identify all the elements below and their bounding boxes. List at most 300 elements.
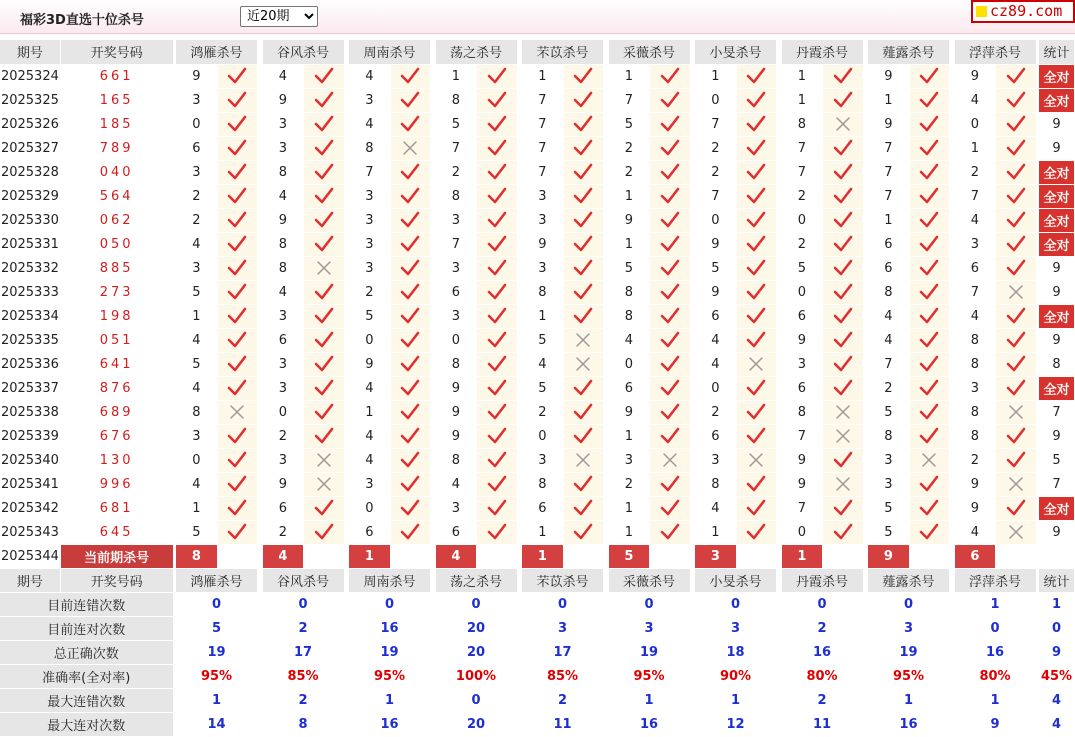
kill-number-cell: 7 xyxy=(522,136,563,160)
checkmark-icon xyxy=(304,160,344,184)
kill-number-cell: 7 xyxy=(955,280,996,304)
header-expert[interactable]: 鸿雁杀号 xyxy=(176,568,257,592)
kill-number-cell: 3 xyxy=(349,472,390,496)
kill-number-cell: 7 xyxy=(522,88,563,112)
checkmark-icon xyxy=(736,496,776,520)
stat-row xyxy=(0,664,1075,688)
kill-number-cell: 8 xyxy=(436,88,477,112)
kill-number-cell: 1 xyxy=(609,496,650,520)
header-expert[interactable]: 荡之杀号 xyxy=(436,40,517,64)
period-cell: 2025326 xyxy=(0,112,60,136)
checkmark-icon xyxy=(304,520,344,544)
checkmark-icon xyxy=(304,328,344,352)
checkmark-icon xyxy=(823,184,863,208)
checkmark-icon xyxy=(736,160,776,184)
kill-number-cell: 3 xyxy=(263,112,304,136)
checkmark-icon xyxy=(390,280,430,304)
kill-number-cell: 9 xyxy=(868,112,909,136)
kill-number-cell: 5 xyxy=(176,280,217,304)
stat-value: 5 xyxy=(176,616,257,640)
kill-number-cell: 1 xyxy=(609,184,650,208)
checkmark-icon xyxy=(823,64,863,88)
current-stat-cell xyxy=(1039,544,1074,568)
kill-number-cell: 3 xyxy=(955,232,996,256)
cross-icon xyxy=(650,448,690,472)
checkmark-icon xyxy=(304,496,344,520)
current-kill-number: 4 xyxy=(436,544,477,568)
checkmark-icon xyxy=(304,136,344,160)
checkmark-icon xyxy=(996,496,1036,520)
kill-number-cell: 2 xyxy=(695,160,736,184)
checkmark-icon xyxy=(650,328,690,352)
stat-value: 100% xyxy=(436,664,517,688)
stat-value: 80% xyxy=(782,664,863,688)
table-row xyxy=(0,448,1075,472)
stat-value: 14 xyxy=(176,712,257,736)
cross-icon xyxy=(736,448,776,472)
checkmark-icon xyxy=(736,112,776,136)
brand-logo[interactable] xyxy=(971,0,1075,23)
checkmark-icon xyxy=(477,88,517,112)
header-expert[interactable]: 丹霞杀号 xyxy=(782,568,863,592)
checkmark-icon xyxy=(217,112,257,136)
stat-value: 2 xyxy=(263,688,344,712)
cross-icon xyxy=(996,520,1036,544)
header-stat: 统计 xyxy=(1039,40,1074,64)
stat-count-cell: 9 xyxy=(1039,280,1074,304)
kill-number-cell: 3 xyxy=(436,496,477,520)
kill-number-cell: 4 xyxy=(349,112,390,136)
stat-value: 20 xyxy=(436,640,517,664)
kill-number-cell: 4 xyxy=(263,64,304,88)
kill-number-cell: 5 xyxy=(609,256,650,280)
kill-number-cell: 4 xyxy=(695,328,736,352)
stat-value: 19 xyxy=(176,640,257,664)
checkmark-icon xyxy=(736,328,776,352)
checkmark-icon xyxy=(909,424,949,448)
kill-number-cell: 6 xyxy=(263,496,304,520)
cross-icon xyxy=(736,352,776,376)
kill-number-cell: 8 xyxy=(868,280,909,304)
kill-number-cell: 9 xyxy=(868,64,909,88)
period-cell: 2025337 xyxy=(0,376,60,400)
draw-number-cell: 885 xyxy=(60,256,173,280)
checkmark-icon xyxy=(736,376,776,400)
checkmark-icon xyxy=(823,376,863,400)
checkmark-icon xyxy=(390,232,430,256)
current-kill-number: 3 xyxy=(695,544,736,568)
checkmark-icon xyxy=(390,64,430,88)
header-expert[interactable]: 丹霞杀号 xyxy=(782,40,863,64)
checkmark-icon xyxy=(217,208,257,232)
kill-number-cell: 8 xyxy=(176,400,217,424)
stat-value: 95% xyxy=(609,664,690,688)
kill-number-cell: 4 xyxy=(176,328,217,352)
current-period-row xyxy=(0,544,1075,568)
stat-row xyxy=(0,592,1075,616)
kill-number-cell: 3 xyxy=(436,304,477,328)
kill-number-cell: 2 xyxy=(349,280,390,304)
stat-value: 12 xyxy=(695,712,776,736)
header-expert[interactable]: 芣苡杀号 xyxy=(522,568,603,592)
kill-number-cell: 1 xyxy=(176,304,217,328)
header-expert[interactable]: 采薇杀号 xyxy=(609,40,690,64)
kill-number-cell: 9 xyxy=(609,208,650,232)
kill-number-cell: 0 xyxy=(782,208,823,232)
checkmark-icon xyxy=(823,88,863,112)
checkmark-icon xyxy=(650,352,690,376)
kill-number-cell: 2 xyxy=(695,136,736,160)
kill-number-cell: 7 xyxy=(436,232,477,256)
checkmark-icon xyxy=(477,280,517,304)
kill-number-cell: 1 xyxy=(955,136,996,160)
table-row xyxy=(0,256,1075,280)
kill-number-cell: 2 xyxy=(436,160,477,184)
cross-icon xyxy=(996,400,1036,424)
period-cell: 2025333 xyxy=(0,280,60,304)
kill-number-cell: 1 xyxy=(609,232,650,256)
checkmark-icon xyxy=(477,256,517,280)
kill-number-cell: 7 xyxy=(782,136,823,160)
period-cell: 2025336 xyxy=(0,352,60,376)
checkmark-icon xyxy=(217,352,257,376)
kill-number-cell: 6 xyxy=(522,496,563,520)
draw-number-cell: 876 xyxy=(60,376,173,400)
header-expert[interactable]: 周南杀号 xyxy=(349,40,430,64)
stat-label: 目前连错次数 xyxy=(0,592,173,616)
checkmark-icon xyxy=(736,424,776,448)
period-cell: 2025341 xyxy=(0,472,60,496)
kill-number-cell: 4 xyxy=(955,88,996,112)
checkmark-icon xyxy=(217,88,257,112)
table-row xyxy=(0,208,1075,232)
stat-value: 1 xyxy=(868,688,949,712)
checkmark-icon xyxy=(304,304,344,328)
kill-number-cell: 3 xyxy=(263,304,304,328)
stat-value: 3 xyxy=(609,616,690,640)
checkmark-icon xyxy=(304,280,344,304)
checkmark-icon xyxy=(736,64,776,88)
header-expert[interactable]: 采薇杀号 xyxy=(609,568,690,592)
stat-value: 1 xyxy=(955,592,1036,616)
period-cell: 2025339 xyxy=(0,424,60,448)
cross-icon xyxy=(304,472,344,496)
header-expert[interactable]: 浮萍杀号 xyxy=(955,40,1036,64)
cross-icon xyxy=(823,112,863,136)
header-expert[interactable]: 周南杀号 xyxy=(349,568,430,592)
checkmark-icon xyxy=(217,64,257,88)
kill-number-cell: 2 xyxy=(868,376,909,400)
checkmark-icon xyxy=(563,520,603,544)
header-expert[interactable]: 小旻杀号 xyxy=(695,568,776,592)
checkmark-icon xyxy=(909,160,949,184)
draw-number-cell: 130 xyxy=(60,448,173,472)
checkmark-icon xyxy=(736,232,776,256)
kill-number-cell: 0 xyxy=(782,520,823,544)
kill-number-cell: 5 xyxy=(782,256,823,280)
kill-number-cell: 9 xyxy=(263,472,304,496)
kill-number-cell: 6 xyxy=(436,280,477,304)
stat-count-cell: 8 xyxy=(1039,352,1074,376)
period-cell: 2025340 xyxy=(0,448,60,472)
kill-number-cell: 8 xyxy=(782,112,823,136)
stat-value: 0 xyxy=(782,592,863,616)
checkmark-icon xyxy=(996,112,1036,136)
kill-number-cell: 7 xyxy=(522,112,563,136)
kill-number-cell: 4 xyxy=(436,472,477,496)
kill-number-cell: 5 xyxy=(695,256,736,280)
kill-number-cell: 3 xyxy=(695,448,736,472)
kill-number-cell: 3 xyxy=(955,376,996,400)
checkmark-icon xyxy=(563,496,603,520)
kill-number-cell: 2 xyxy=(263,520,304,544)
all-correct-badge: 全对 xyxy=(1039,496,1074,520)
kill-number-cell: 6 xyxy=(868,256,909,280)
current-kill-number: 1 xyxy=(782,544,823,568)
kill-number-cell: 5 xyxy=(868,400,909,424)
header-expert[interactable]: 谷风杀号 xyxy=(263,40,344,64)
kill-number-cell: 9 xyxy=(782,472,823,496)
checkmark-icon xyxy=(823,160,863,184)
kill-number-cell: 0 xyxy=(522,424,563,448)
checkmark-icon xyxy=(563,160,603,184)
checkmark-icon xyxy=(650,256,690,280)
table-row xyxy=(0,496,1075,520)
checkmark-icon xyxy=(736,472,776,496)
current-kill-number: 5 xyxy=(609,544,650,568)
current-kill-number: 9 xyxy=(868,544,909,568)
draw-number-cell: 165 xyxy=(60,88,173,112)
kill-number-cell: 9 xyxy=(955,496,996,520)
kill-number-cell: 7 xyxy=(695,112,736,136)
kill-number-cell: 6 xyxy=(695,304,736,328)
header-expert[interactable]: 小旻杀号 xyxy=(695,40,776,64)
checkmark-icon xyxy=(650,472,690,496)
kill-number-cell: 0 xyxy=(695,376,736,400)
period-cell: 2025334 xyxy=(0,304,60,328)
kill-number-cell: 3 xyxy=(522,256,563,280)
kill-number-cell: 7 xyxy=(868,184,909,208)
current-blank-cell xyxy=(304,544,344,568)
checkmark-icon xyxy=(909,400,949,424)
kill-number-cell: 3 xyxy=(349,256,390,280)
kill-number-cell: 4 xyxy=(955,304,996,328)
checkmark-icon xyxy=(823,256,863,280)
all-correct-badge: 全对 xyxy=(1039,184,1074,208)
header-draw: 开奖号码 xyxy=(60,40,173,64)
kill-number-cell: 9 xyxy=(955,64,996,88)
top-bar xyxy=(0,0,1075,34)
stat-value: 95% xyxy=(176,664,257,688)
checkmark-icon xyxy=(217,520,257,544)
checkmark-icon xyxy=(650,208,690,232)
stat-value: 2 xyxy=(782,688,863,712)
kill-number-cell: 3 xyxy=(349,232,390,256)
stat-count-cell: 9 xyxy=(1039,136,1074,160)
stat-value: 95% xyxy=(349,664,430,688)
checkmark-icon xyxy=(909,256,949,280)
checkmark-icon xyxy=(390,400,430,424)
header-expert[interactable]: 荡之杀号 xyxy=(436,568,517,592)
kill-number-cell: 8 xyxy=(522,472,563,496)
table-row xyxy=(0,424,1075,448)
kill-number-cell: 1 xyxy=(522,304,563,328)
checkmark-icon xyxy=(650,280,690,304)
kill-number-cell: 7 xyxy=(955,184,996,208)
draw-number-cell: 273 xyxy=(60,280,173,304)
table-row xyxy=(0,232,1075,256)
stat-value: 17 xyxy=(263,640,344,664)
checkmark-icon xyxy=(909,520,949,544)
checkmark-icon xyxy=(736,136,776,160)
header-expert[interactable]: 芣苡杀号 xyxy=(522,40,603,64)
all-correct-badge: 全对 xyxy=(1039,304,1074,328)
kill-number-table xyxy=(0,40,1075,737)
header-period: 期号 xyxy=(0,568,60,592)
stat-value: 11 xyxy=(522,712,603,736)
current-blank-cell xyxy=(996,544,1036,568)
header-expert[interactable]: 鸿雁杀号 xyxy=(176,40,257,64)
kill-number-cell: 4 xyxy=(176,472,217,496)
stat-value: 16 xyxy=(955,640,1036,664)
checkmark-icon xyxy=(390,520,430,544)
checkmark-icon xyxy=(996,88,1036,112)
checkmark-icon xyxy=(996,424,1036,448)
checkmark-icon xyxy=(823,136,863,160)
checkmark-icon xyxy=(390,424,430,448)
checkmark-icon xyxy=(477,376,517,400)
stat-value: 2 xyxy=(263,616,344,640)
kill-number-cell: 8 xyxy=(955,400,996,424)
kill-number-cell: 8 xyxy=(955,352,996,376)
period-select[interactable] xyxy=(240,6,318,27)
stat-total: 4 xyxy=(1039,712,1074,736)
kill-number-cell: 0 xyxy=(609,352,650,376)
checkmark-icon xyxy=(823,328,863,352)
checkmark-icon xyxy=(390,256,430,280)
kill-number-cell: 2 xyxy=(955,160,996,184)
header-stat: 统计 xyxy=(1039,568,1074,592)
checkmark-icon xyxy=(390,112,430,136)
draw-number-cell: 645 xyxy=(60,520,173,544)
checkmark-icon xyxy=(217,184,257,208)
stat-value: 9 xyxy=(955,712,1036,736)
checkmark-icon xyxy=(217,376,257,400)
checkmark-icon xyxy=(996,256,1036,280)
kill-number-cell: 6 xyxy=(695,424,736,448)
stat-value: 0 xyxy=(609,592,690,616)
kill-number-cell: 5 xyxy=(176,520,217,544)
cross-icon xyxy=(996,280,1036,304)
kill-number-cell: 1 xyxy=(695,520,736,544)
stat-value: 19 xyxy=(609,640,690,664)
kill-number-cell: 8 xyxy=(263,256,304,280)
cross-icon xyxy=(563,328,603,352)
kill-number-cell: 1 xyxy=(349,400,390,424)
checkmark-icon xyxy=(909,184,949,208)
kill-number-cell: 8 xyxy=(522,280,563,304)
checkmark-icon xyxy=(477,328,517,352)
kill-number-cell: 3 xyxy=(176,88,217,112)
draw-number-cell: 689 xyxy=(60,400,173,424)
kill-number-cell: 4 xyxy=(868,328,909,352)
kill-number-cell: 7 xyxy=(609,88,650,112)
kill-number-cell: 5 xyxy=(436,112,477,136)
kill-number-cell: 3 xyxy=(263,136,304,160)
header-expert[interactable]: 薤露杀号 xyxy=(868,40,949,64)
stat-count-cell: 9 xyxy=(1039,256,1074,280)
current-period-label: 当前期杀号 xyxy=(60,544,173,568)
checkmark-icon xyxy=(563,472,603,496)
brand-text: cz89.com xyxy=(990,2,1063,20)
kill-number-cell: 9 xyxy=(436,376,477,400)
draw-number-cell: 050 xyxy=(60,232,173,256)
checkmark-icon xyxy=(909,352,949,376)
table-row xyxy=(0,520,1075,544)
kill-number-cell: 8 xyxy=(436,352,477,376)
kill-number-cell: 0 xyxy=(955,112,996,136)
checkmark-icon xyxy=(909,304,949,328)
kill-number-cell: 2 xyxy=(782,184,823,208)
stat-label: 最大连对次数 xyxy=(0,712,173,736)
stat-label: 最大连错次数 xyxy=(0,688,173,712)
checkmark-icon xyxy=(563,304,603,328)
current-kill-number: 8 xyxy=(176,544,217,568)
checkmark-icon xyxy=(217,472,257,496)
table-row xyxy=(0,328,1075,352)
checkmark-icon xyxy=(996,376,1036,400)
stat-value: 0 xyxy=(436,592,517,616)
checkmark-icon xyxy=(996,304,1036,328)
checkmark-icon xyxy=(563,376,603,400)
stat-value: 17 xyxy=(522,640,603,664)
stat-value: 0 xyxy=(436,688,517,712)
stat-total: 4 xyxy=(1039,688,1074,712)
checkmark-icon xyxy=(996,136,1036,160)
kill-number-cell: 3 xyxy=(782,352,823,376)
kill-number-cell: 0 xyxy=(176,448,217,472)
stat-value: 18 xyxy=(695,640,776,664)
draw-number-cell: 681 xyxy=(60,496,173,520)
table-row xyxy=(0,160,1075,184)
checkmark-icon xyxy=(909,112,949,136)
checkmark-icon xyxy=(304,400,344,424)
stat-value: 19 xyxy=(868,640,949,664)
kill-number-cell: 3 xyxy=(349,88,390,112)
header-expert[interactable]: 浮萍杀号 xyxy=(955,568,1036,592)
checkmark-icon xyxy=(304,88,344,112)
header-expert[interactable]: 谷风杀号 xyxy=(263,568,344,592)
kill-number-cell: 1 xyxy=(695,64,736,88)
stat-total: 45% xyxy=(1039,664,1074,688)
kill-number-cell: 2 xyxy=(695,400,736,424)
kill-number-cell: 4 xyxy=(955,520,996,544)
header-expert[interactable]: 薤露杀号 xyxy=(868,568,949,592)
kill-number-cell: 4 xyxy=(349,64,390,88)
checkmark-icon xyxy=(563,208,603,232)
draw-number-cell: 062 xyxy=(60,208,173,232)
checkmark-icon xyxy=(563,232,603,256)
period-cell: 2025342 xyxy=(0,496,60,520)
cross-icon xyxy=(823,424,863,448)
checkmark-icon xyxy=(477,64,517,88)
period-cell: 2025327 xyxy=(0,136,60,160)
checkmark-icon xyxy=(736,88,776,112)
kill-number-cell: 3 xyxy=(263,448,304,472)
cross-icon xyxy=(390,136,430,160)
checkmark-icon xyxy=(304,376,344,400)
checkmark-icon xyxy=(390,496,430,520)
